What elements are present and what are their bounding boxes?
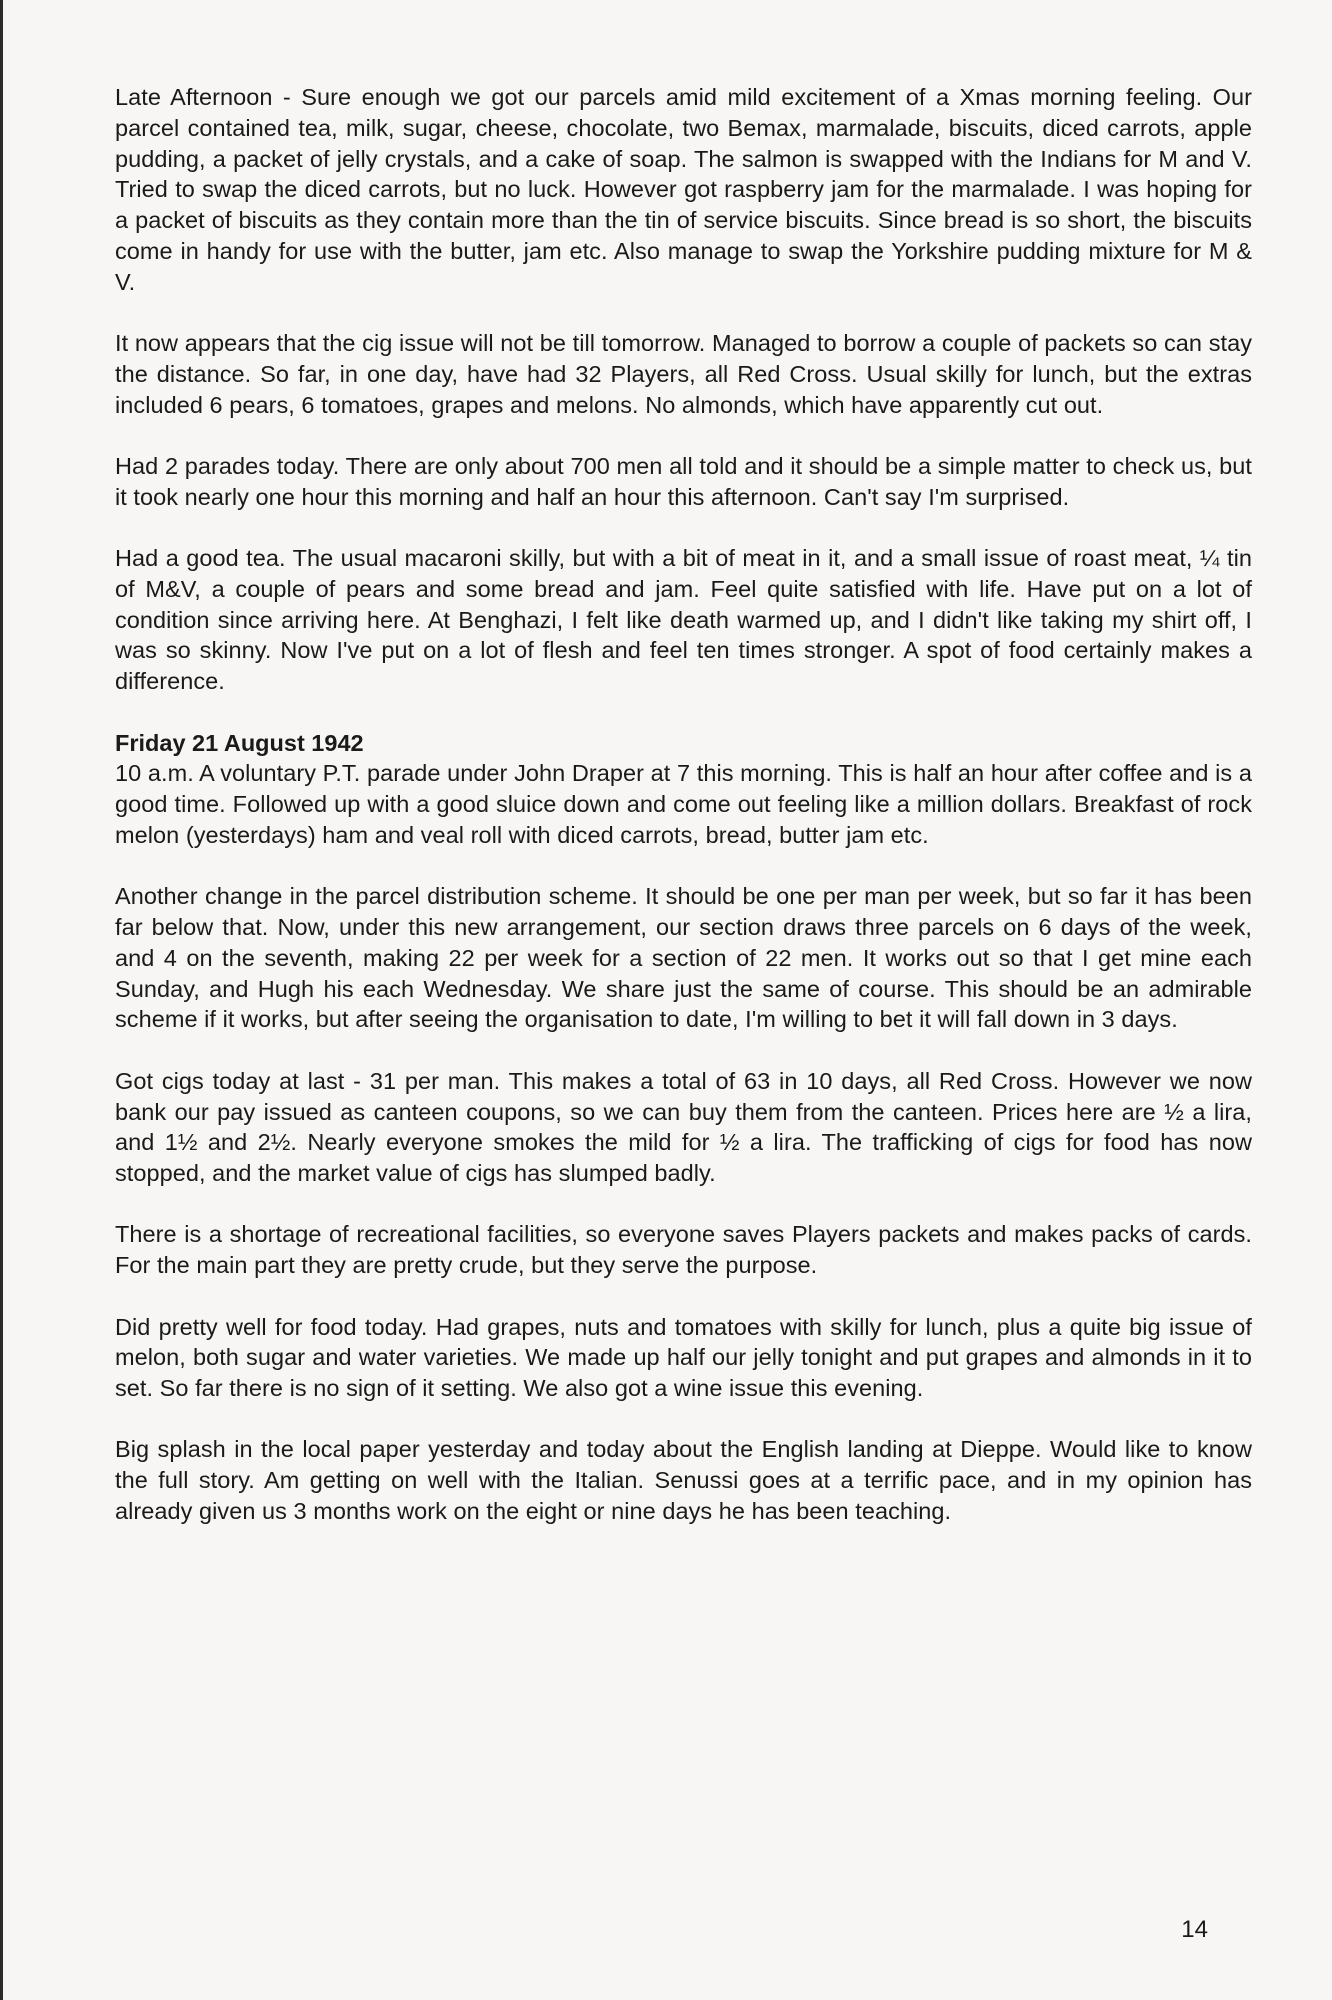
entry-date-heading: Friday 21 August 1942 [115,729,364,756]
paragraph-parades: Had 2 parades today. There are only about 700 men all told and it should be a simple matter to check us, but it took nearly one hour this morning and half an hour this afternoon. Can't say I'm surprised. [115,452,1252,510]
paragraph-dieppe: Big splash in the local paper yesterday and today about the English landing at Dieppe. Would like to know the full story. Am getting on well with the Italian. Senussi goes at a terrific pace, and in my opinion has already given us 3 months work on the eight or nine days he has been teaching. [115,1436,1252,1524]
paragraph-food: Did pretty well for food today. Had grapes, nuts and tomatoes with skilly for lunch, plus a quite big issue of melon, both sugar and water varieties. We made up half our jelly tonight and put grapes and almonds in it to set. So far there is no sign of it setting. We also got a wine issue this evening. [115,1313,1252,1402]
scan-edge [0,0,3,2000]
paragraph-pt-parade: 10 a.m. A voluntary P.T. parade under John Draper at 7 this morning. This is half an hour after coffee and is a good time. Followed up with a good sluice down and come out feeling like a million dollars. Breakfast of rock melon (yesterdays) ham and veal roll with diced carrots, bread, butter jam etc. [115,760,1252,848]
paragraph-cigs: Got cigs today at last - 31 per man. This makes a total of 63 in 10 days, all Red Cross. However we now bank our pay issued as canteen coupons, so we can buy them from the canteen. Prices here are ½ a lira, and 1½ and 2½. Nearly everyone smokes the mild for ½ a lira. The trafficking of cigs for food has now stopped, and the market value of cigs has slumped badly. [115,1067,1252,1187]
paragraph-cig-issue: It now appears that the cig issue will not be till tomorrow. Managed to borrow a couple of packets so can stay the distance. So far, in one day, have had 32 Players, all Red Cross. Usual skilly for lunch, but the extras included 6 pears, 6 tomatoes, grapes and melons. No almonds, which have apparently cut out. [115,330,1252,418]
paragraph-late-afternoon: Late Afternoon - Sure enough we got our parcels amid mild excitement of a Xmas morning feeling. Our parcel contained tea, milk, sugar, cheese, chocolate, two Bemax, marmalade, biscuits, diced carrots, apple pudding, a packet of jelly crystals, and a cake of soap. The salmon is swapped with the Indians for M and V. Tried to swap the diced carrots, but no luck. However got raspberry jam for the marmalade. I was hoping for a packet of biscuits as they contain more than the tin of service biscuits. Since bread is so short, the biscuits come in handy for use with the butter, jam etc. Also manage to swap the Yorkshire pudding mixture for M & V. [115,84,1252,295]
document-page [115,82,1252,1557]
page-number: 14 [1181,1916,1208,1943]
paragraph-recreation: There is a shortage of recreational facilities, so everyone saves Players packets and makes packs of cards. For the main part they are pretty crude, but they serve the purpose. [115,1221,1252,1279]
paragraph-parcel-scheme: Another change in the parcel distribution scheme. It should be one per man per week, but so far it has been far below that. Now, under this new arrangement, our section draws three parcels on 6 days of the week, and 4 on the seventh, making 22 per week for a section of 22 men. It works out so that I get mine each Sunday, and Hugh his each Wednesday. We share just the same of course. This should be an admirable scheme if it works, but after seeing the organisation to date, I'm willing to bet it will fall down in 3 days. [115,883,1252,1033]
paragraph-good-tea: Had a good tea. The usual macaroni skilly, but with a bit of meat in it, and a small issue of roast meat, ¼ tin of M&V, a couple of pears and some bread and jam. Feel quite satisfied with life. Have put on a lot of condition since arriving here. At Benghazi, I felt like death warmed up, and I didn't like taking my shirt off, I was so skinny. Now I've put on a lot of flesh and feel ten times stronger. A spot of food certainly makes a difference. [115,545,1252,695]
